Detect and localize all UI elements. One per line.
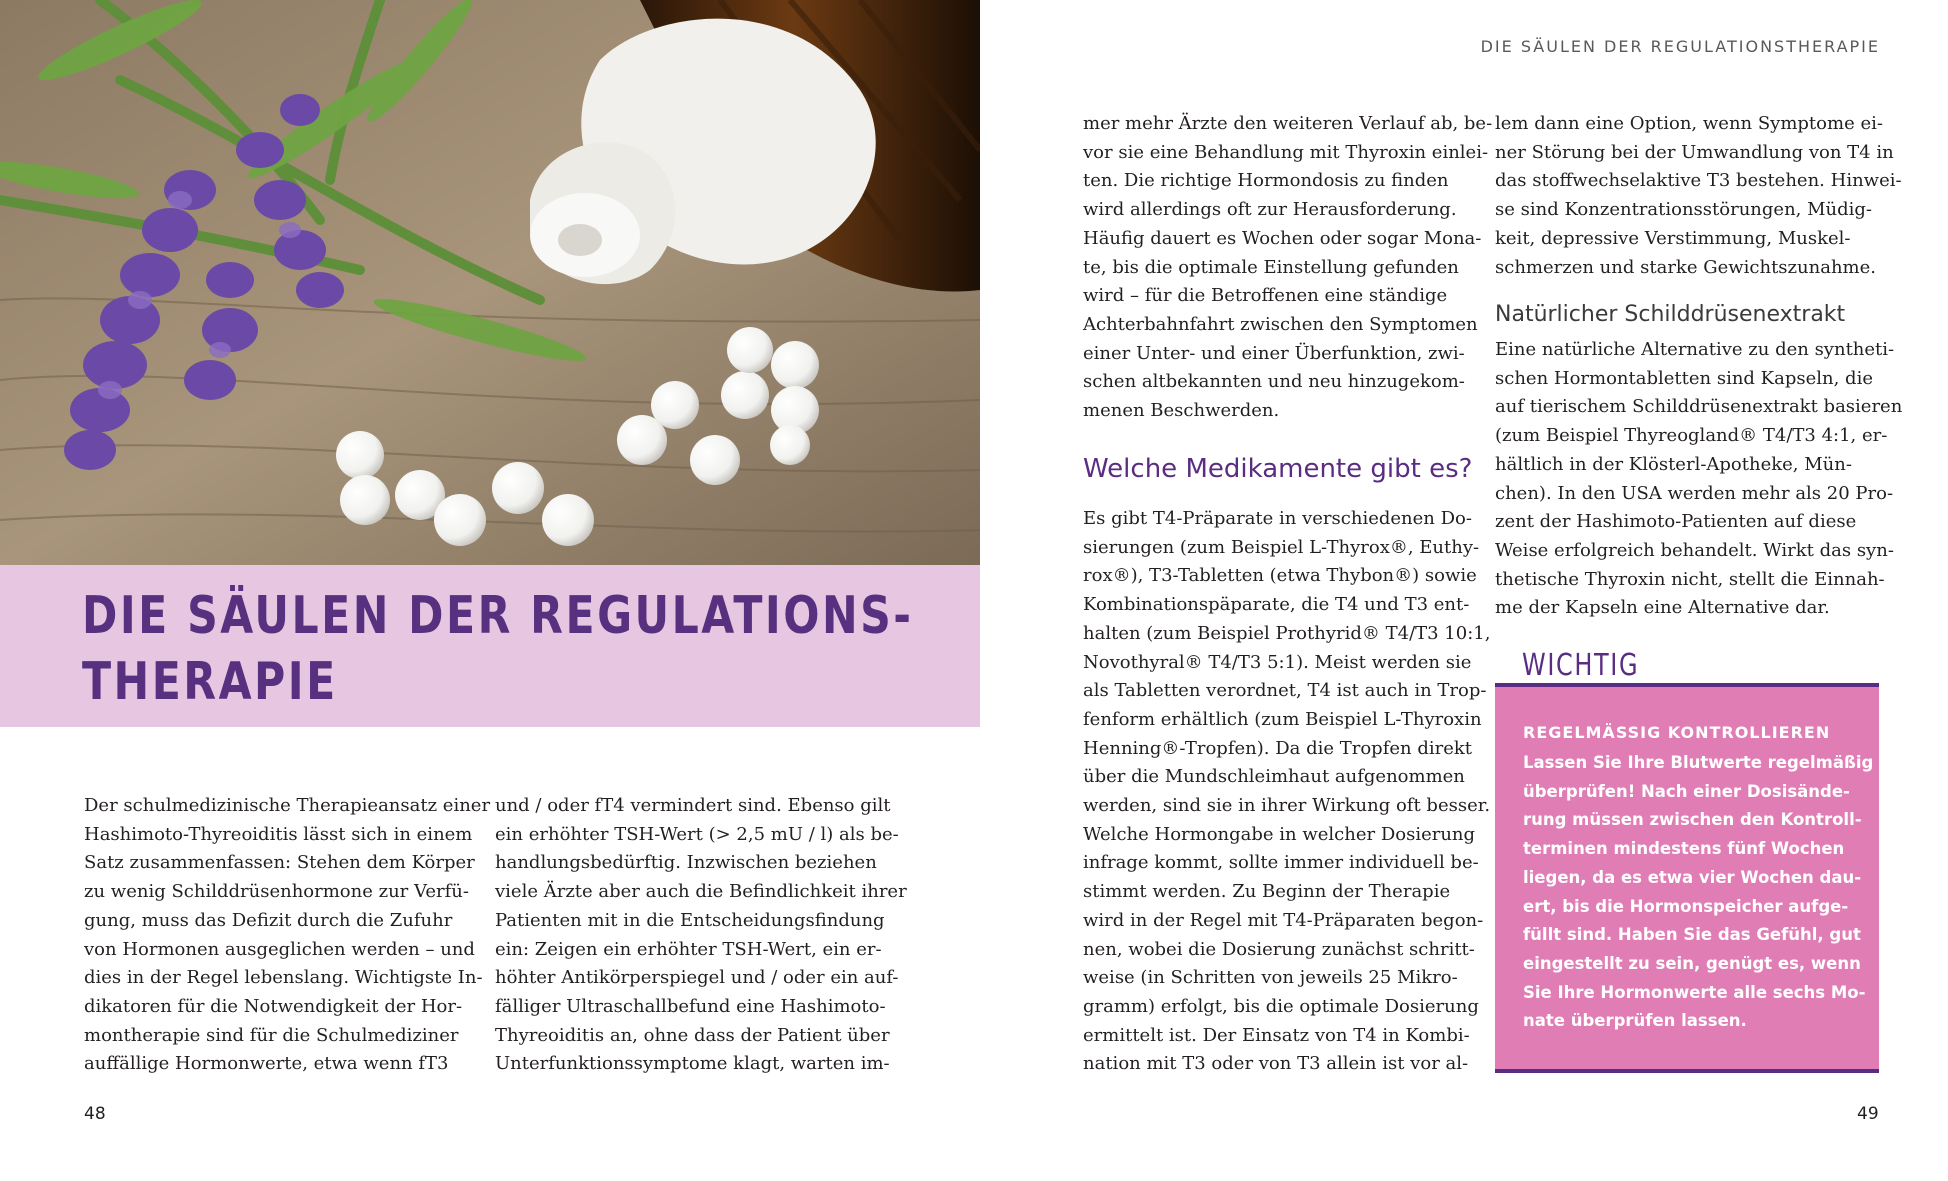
text-line: Patienten mit in die Entscheidungsfindung bbox=[495, 909, 885, 931]
text-line: wird allerdings oft zur Herausforderung. bbox=[1083, 199, 1457, 221]
text-line: viele Ärzte aber auch die Befindlichkeit ihrer bbox=[495, 881, 907, 903]
text-line: keit, depressive Verstimmung, Muskel- bbox=[1495, 227, 1851, 249]
text-line: Der schulmedizinische Therapieansatz einer bbox=[84, 795, 491, 816]
chapter-title bbox=[82, 583, 914, 715]
text-line: rox®), T3-Tabletten (etwa Thybon®) sowie bbox=[1083, 565, 1477, 587]
text-line: Unterfunktionssymptome klagt, warten im- bbox=[495, 1053, 890, 1075]
text-line: und / oder fT4 vermindert sind. Ebenso gilt bbox=[495, 795, 891, 816]
text-line: schen altbekannten und neu hinzugekom- bbox=[1083, 371, 1465, 393]
text-line: ten. Die richtige Hormondosis zu finden bbox=[1083, 170, 1449, 192]
text-line: über die Mundschleimhaut aufgenommen bbox=[1083, 766, 1465, 788]
text-line: Henning®-Tropfen). Da die Tropfen direkt bbox=[1083, 737, 1473, 759]
section-heading: Welche Medikamente gibt es? bbox=[1083, 454, 1473, 484]
info-box-bottom-rule bbox=[1495, 1069, 1879, 1073]
text-line: liegen, da es etwa vier Wochen dau- bbox=[1523, 867, 1862, 887]
info-box-top-rule bbox=[1495, 683, 1879, 687]
text-column-3-bottom bbox=[1083, 505, 1490, 1079]
text-line: als Tabletten verordnet, T4 ist auch in Trop- bbox=[1083, 680, 1487, 702]
text-column-4-bottom bbox=[1495, 336, 1902, 623]
text-line: dikatoren für die Notwendigkeit der Hor- bbox=[84, 995, 463, 1017]
running-header: DIE SÄULEN DER REGULATIONSTHERAPIE bbox=[1480, 37, 1880, 56]
text-line: wird in der Regel mit T4-Präparaten begon- bbox=[1083, 909, 1484, 931]
text-line: Novothyral® T4/T3 5:1). Meist werden sie bbox=[1083, 651, 1472, 673]
text-line: schen Hormontabletten sind Kapseln, die bbox=[1495, 367, 1873, 389]
text-line: weise (in Schritten von jeweils 25 Mikro- bbox=[1083, 967, 1458, 989]
text-line: nen, wobei die Dosierung zunächst schritt- bbox=[1083, 938, 1475, 960]
text-line: lem dann eine Option, wenn Symptome ei- bbox=[1495, 113, 1883, 134]
text-line: Kombinationspäparate, die T4 und T3 ent- bbox=[1083, 594, 1470, 616]
text-line: Lassen Sie Ihre Blutwerte regelmäßig bbox=[1523, 753, 1874, 772]
text-line: gung, muss das Defizit durch die Zufuhr bbox=[84, 909, 453, 931]
text-line: Satz zusammenfassen: Stehen dem Körper bbox=[84, 852, 475, 874]
text-line: Thyreoiditis an, ohne dass der Patient über bbox=[495, 1024, 890, 1046]
text-line: handlungsbedürftig. Inzwischen beziehen bbox=[495, 852, 877, 874]
right-page bbox=[980, 0, 1948, 1181]
text-line: einer Unter- und einer Überfunktion, zwi- bbox=[1083, 342, 1465, 364]
text-line: nate überprüfen lassen. bbox=[1523, 1011, 1747, 1031]
text-line: Häufig dauert es Wochen oder sogar Mona- bbox=[1083, 227, 1482, 249]
text-line: ein: Zeigen ein erhöhter TSH-Wert, ein er- bbox=[495, 938, 882, 960]
info-box-label: WICHTIG bbox=[1522, 648, 1640, 683]
text-line: auf tierischem Schilddrüsenextrakt basieren bbox=[1495, 396, 1903, 418]
info-box-heading: REGELMÄSSIG KONTROLLIEREN bbox=[1523, 723, 1831, 742]
text-line: fenform erhältlich (zum Beispiel L-Thyroxin bbox=[1083, 708, 1482, 730]
text-column-3-top bbox=[1083, 110, 1492, 426]
text-line: wird – für die Betroffenen eine ständige bbox=[1083, 285, 1448, 307]
text-line: stimmt werden. Zu Beginn der Therapie bbox=[1083, 881, 1451, 903]
text-line: ner Störung bei der Umwandlung von T4 in bbox=[1495, 141, 1894, 163]
text-line: ert, bis die Hormonspeicher aufge- bbox=[1523, 896, 1849, 916]
text-line: vor sie eine Behandlung mit Thyroxin einlei- bbox=[1083, 141, 1489, 163]
text-line: dies in der Regel lebenslang. Wichtigste In- bbox=[84, 967, 483, 989]
text-line: Sie Ihre Hormonwerte alle sechs Mo- bbox=[1523, 982, 1866, 1002]
text-line: (zum Beispiel Thyreogland® T4/T3 4:1, er- bbox=[1495, 425, 1888, 447]
text-column-1 bbox=[84, 792, 490, 1079]
text-line: hältlich in der Klösterl-Apotheke, Mün- bbox=[1495, 453, 1852, 475]
sub-heading: Natürlicher Schilddrüsenextrakt bbox=[1495, 302, 1846, 327]
text-line: sierungen (zum Beispiel L-Thyrox®, Euthy- bbox=[1083, 536, 1480, 558]
text-line: ein erhöhter TSH-Wert (> 2,5 mU / l) als be- bbox=[495, 823, 899, 845]
text-line: chen). In den USA werden mehr als 20 Pro- bbox=[1495, 482, 1894, 504]
text-line: me der Kapseln eine Alternative dar. bbox=[1495, 597, 1830, 619]
text-line: se sind Konzentrationsstörungen, Müdig- bbox=[1495, 199, 1873, 221]
text-line: zu wenig Schilddrüsenhormone zur Verfü- bbox=[84, 881, 469, 903]
text-line: Es gibt T4-Präparate in verschiedenen Do- bbox=[1083, 508, 1472, 529]
text-line: überprüfen! Nach einer Dosisände- bbox=[1523, 781, 1850, 801]
photo-lavender-globuli bbox=[0, 0, 980, 565]
text-line: thetische Thyroxin nicht, stellt die Einnah- bbox=[1495, 568, 1885, 590]
text-line: eingestellt zu sein, genügt es, wenn bbox=[1523, 953, 1861, 973]
text-line: zent der Hashimoto-Patienten auf diese bbox=[1495, 511, 1857, 533]
info-box bbox=[1495, 683, 1879, 1073]
text-line: schmerzen und starke Gewichtszunahme. bbox=[1495, 256, 1876, 278]
text-line: von Hormonen ausgeglichen werden – und bbox=[84, 938, 475, 960]
text-line: ermittelt ist. Der Einsatz von T4 in Kombi- bbox=[1083, 1024, 1470, 1046]
text-line: das stoffwechselaktive T3 bestehen. Hinwei- bbox=[1495, 170, 1902, 192]
text-line: infrage kommt, sollte immer individuell be- bbox=[1083, 852, 1479, 874]
text-line: mer mehr Ärzte den weiteren Verlauf ab, be- bbox=[1083, 113, 1493, 134]
text-line: Weise erfolgreich behandelt. Wirkt das syn- bbox=[1495, 539, 1894, 561]
text-line: gramm) erfolgt, bis die optimale Dosierung bbox=[1083, 995, 1479, 1017]
text-line: rung müssen zwischen den Kontroll- bbox=[1523, 810, 1862, 830]
text-line: halten (zum Beispiel Prothyrid® T4/T3 10:1, bbox=[1083, 622, 1491, 644]
text-line: auffällige Hormonwerte, etwa wenn fT3 bbox=[84, 1053, 449, 1075]
text-line: Hashimoto-Thyreoiditis lässt sich in einem bbox=[84, 823, 473, 845]
text-line: Welche Hormongabe in welcher Dosierung bbox=[1083, 823, 1476, 845]
text-line: Achterbahnfahrt zwischen den Symptomen bbox=[1083, 313, 1478, 335]
chapter-title-line-1: DIE SÄULEN DER REGULATIONS- bbox=[82, 586, 914, 646]
text-line: füllt sind. Haben Sie das Gefühl, gut bbox=[1523, 925, 1861, 945]
chapter-title-line-2: THERAPIE bbox=[82, 652, 338, 712]
text-column-2 bbox=[495, 792, 907, 1079]
text-line: montherapie sind für die Schulmediziner bbox=[84, 1024, 459, 1046]
info-box-text bbox=[1523, 749, 1873, 1036]
text-line: werden, sind sie in ihrer Wirkung oft besser. bbox=[1083, 795, 1491, 817]
text-line: Eine natürliche Alternative zu den syntheti- bbox=[1495, 339, 1895, 360]
text-column-4-top bbox=[1495, 110, 1902, 282]
text-line: menen Beschwerden. bbox=[1083, 400, 1280, 422]
text-line: fälliger Ultraschallbefund eine Hashimoto- bbox=[495, 995, 886, 1017]
text-line: nation mit T3 oder von T3 allein ist vor al- bbox=[1083, 1053, 1469, 1075]
text-line: terminen mindestens fünf Wochen bbox=[1523, 839, 1845, 859]
text-line: höhter Antikörperspiegel und / oder ein auf- bbox=[495, 967, 899, 989]
page-number-left: 48 bbox=[84, 1104, 106, 1124]
text-line: te, bis die optimale Einstellung gefunden bbox=[1083, 256, 1459, 278]
page-number-right: 49 bbox=[1857, 1104, 1879, 1124]
chapter-title-band bbox=[0, 565, 980, 727]
